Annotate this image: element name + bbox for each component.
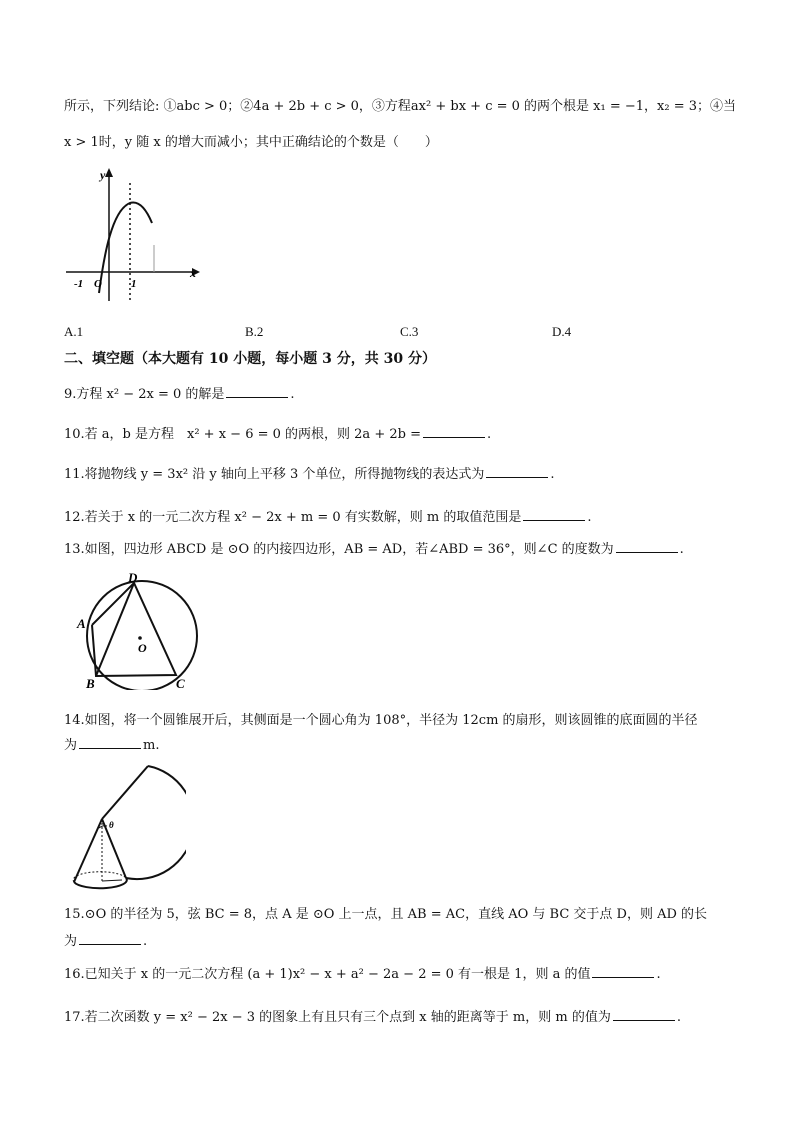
question-14-line2 [64, 736, 159, 755]
end-mark: . [486, 427, 492, 442]
parabola-graph [62, 165, 202, 305]
question-15-line1: 15.⊙O 的半径为 5，弦 BC = 8，点 A 是 ⊙O 上一点，且 AB = AC，直线 AO 与 BC 交于点 D，则 AD 的长 [64, 907, 708, 922]
answer-blank-14[interactable] [79, 736, 141, 749]
question-16 [64, 965, 661, 984]
label-c: C [176, 676, 185, 690]
sector-edge [102, 766, 148, 819]
answer-blank-15[interactable] [79, 932, 141, 945]
label-x: x [190, 266, 196, 280]
question-12 [64, 508, 591, 527]
question-9-text: 9.方程 x² − 2x = 0 的解是 [64, 387, 225, 402]
center-point [138, 636, 142, 640]
question-12-text: 12.若关于 x 的一元二次方程 x² − 2x + m = 0 有实数解，则 m 的取值范围是 [64, 510, 522, 525]
cone-left-side [74, 819, 102, 882]
end-mark: . [679, 542, 684, 557]
label-y: y [100, 168, 106, 182]
label-neg1: -1 [74, 278, 84, 290]
question-10 [64, 425, 491, 444]
circle-quadrilateral-figure [72, 572, 202, 690]
end-mark: . [587, 510, 592, 525]
label-theta: θ [109, 820, 114, 830]
end-mark: . [290, 387, 295, 402]
q8-text-line1: 所示，下列结论: ①abc > 0；②4a + 2b + c > 0，③方程ax² + bx + c = 0 的两个根是 x₁ = −1，x₂ = 3；④当 [64, 99, 737, 114]
answer-blank-13[interactable] [616, 540, 678, 553]
label-one: 1 [131, 278, 137, 290]
label-d: D [128, 572, 138, 585]
option-a: A.1 [64, 324, 84, 339]
y-axis-arrow [105, 168, 113, 177]
label-a: A [77, 616, 86, 631]
diagonal-bd [96, 583, 134, 676]
label-b: B [86, 676, 95, 690]
cone-right-side [102, 819, 126, 878]
answer-blank-9[interactable] [226, 385, 288, 398]
label-o: O [138, 641, 147, 655]
question-14-suffix: m. [143, 738, 160, 753]
sector-arc [126, 766, 186, 879]
question-16-text: 16.已知关于 x 的一元二次方程 (a + 1)x² − x + a² − 2a − 2 = 0 有一根是 1，则 a 的值 [64, 967, 591, 982]
end-mark: . [550, 467, 555, 482]
option-c: C.3 [400, 324, 419, 339]
question-11-text: 11.将抛物线 y = 3x² 沿 y 轴向上平移 3 个单位，所得抛物线的表达式为 [64, 467, 485, 482]
question-9 [64, 385, 295, 404]
circle-o [87, 581, 197, 690]
answer-blank-16[interactable] [592, 965, 654, 978]
end-mark: . [143, 934, 148, 949]
label-origin: O [94, 278, 102, 290]
question-14-line1: 14.如图，将一个圆锥展开后，其侧面是一个圆心角为 108°，半径为 12cm 的扇形，则该圆锥的底面圆的半径 [64, 713, 698, 728]
question-15-prefix: 为 [64, 934, 78, 949]
question-15-line2 [64, 932, 147, 951]
option-d: D.4 [552, 324, 572, 339]
question-10-text: 10.若 a，b 是方程 x² + x − 6 = 0 的两根，则 2a + 2b = [64, 427, 421, 442]
parabola-curve [99, 203, 152, 293]
answer-blank-11[interactable] [486, 465, 548, 478]
answer-blank-12[interactable] [523, 508, 585, 521]
cone-radius [102, 880, 122, 881]
cone-sector-figure [66, 764, 186, 896]
question-17 [64, 1008, 681, 1027]
question-13-text: 13.如图，四边形 ABCD 是 ⊙O 的内接四边形，AB = AD，若∠ABD = 36°，则∠C 的度数为 [64, 542, 614, 557]
section-title: 二、填空题（本大题有 10 小题，每小题 3 分，共 30 分） [64, 351, 436, 367]
question-13 [64, 540, 684, 559]
q8-text-line2: x > 1时，y 随 x 的增大而减小；其中正确结论的个数是（ ） [64, 135, 438, 150]
answer-blank-17[interactable] [613, 1008, 675, 1021]
question-14-prefix: 为 [64, 738, 78, 753]
question-11 [64, 465, 555, 484]
option-b: B.2 [245, 324, 264, 339]
answer-blank-10[interactable] [423, 425, 485, 438]
end-mark: . [676, 1010, 681, 1025]
question-17-text: 17.若二次函数 y = x² − 2x − 3 的图象上有且只有三个点到 x 轴的距离等于 m，则 m 的值为 [64, 1010, 611, 1025]
end-mark: . [656, 967, 661, 982]
cone-base-front [74, 878, 127, 888]
